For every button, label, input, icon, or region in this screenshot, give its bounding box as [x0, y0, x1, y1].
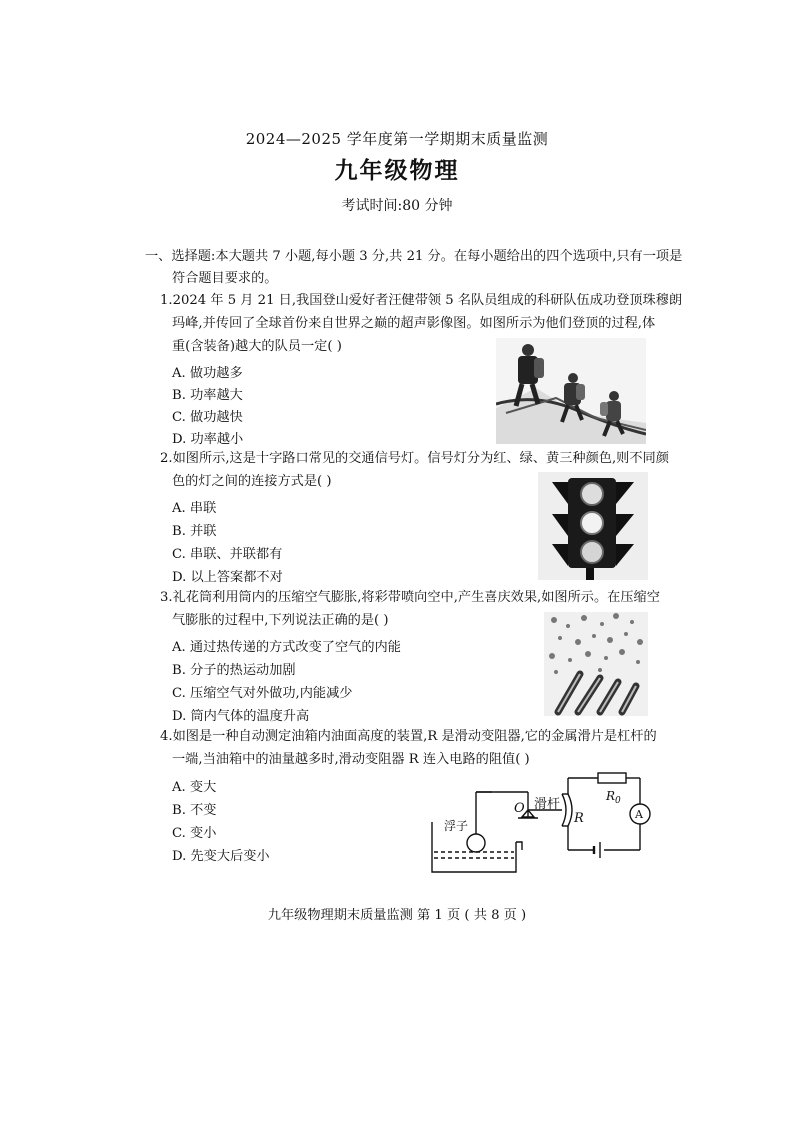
question-2-option-d: D. 以上答案都不对: [172, 570, 283, 585]
resistor-subscript: 0: [615, 796, 621, 806]
question-3-option-a: A. 通过热传递的方式改变了空气的内能: [172, 640, 401, 655]
oil-gauge-circuit-diagram: [428, 772, 658, 876]
question-1-line1: 1.2024 年 5 月 21 日,我国登山爱好者汪健带领 5 名队员组成的科研队伍成功登顶珠穆朗: [160, 293, 683, 308]
question-2-option-b: B. 并联: [172, 524, 217, 539]
lever-label: 滑杆: [534, 797, 561, 812]
question-4-option-a: A. 变大: [172, 780, 217, 795]
question-1-line2: 玛峰,并传回了全球首份来自世界之巅的超声影像图。如图所示为他们登顶的过程,体: [172, 316, 656, 331]
question-1-option-d: D. 功率越小: [172, 432, 244, 447]
question-2-option-a: A. 串联: [172, 501, 217, 516]
exam-title: 2024—2025 学年度第一学期期末质量监测: [245, 130, 549, 148]
question-2-line1: 2.如图所示,这是十字路口常见的交通信号灯。信号灯分为红、绿、黄三种颜色,则不同颜: [160, 451, 669, 466]
traffic-light-photo: [538, 472, 648, 580]
question-4-line1: 4.如图是一种自动测定油箱内油面高度的装置,R 是滑动变阻器,它的金属滑片是杠杆的: [160, 729, 657, 744]
question-3-option-c: C. 压缩空气对外做功,内能减少: [172, 686, 353, 701]
page-footer: 九年级物理期末质量监测 第 1 页 ( 共 8 页 ): [267, 908, 527, 923]
question-4-line2: 一端,当油箱中的油量越多时,滑动变阻器 R 连入电路的阻值( ): [172, 752, 530, 767]
question-3-line2: 气膨胀的过程中,下列说法正确的是( ): [172, 613, 389, 628]
climbers-photo: [496, 338, 646, 444]
subject-title: 九年级物理: [334, 157, 460, 184]
question-1-option-b: B. 功率越大: [172, 388, 243, 403]
exam-time: 考试时间:80 分钟: [341, 198, 453, 214]
ammeter-label: A: [635, 808, 643, 821]
question-4-option-c: C. 变小: [172, 826, 217, 841]
question-1-line3: 重(含装备)越大的队员一定( ): [172, 339, 342, 354]
question-1-option-c: C. 做功越快: [172, 410, 243, 425]
section-instructions-line1: 一、选择题:本大题共 7 小题,每小题 3 分,共 21 分。在每小题给出的四个选项中,只有一项是: [145, 249, 683, 264]
question-1-option-a: A. 做功越多: [172, 366, 243, 381]
section-instructions-line2: 符合题目要求的。: [172, 271, 278, 286]
question-3-line1: 3.礼花筒利用筒内的压缩空气膨胀,将彩带喷向空中,产生喜庆效果,如图所示。在压缩空: [160, 590, 660, 605]
confetti-cannon-photo: [544, 612, 648, 716]
question-3-option-d: D. 筒内气体的温度升高: [172, 709, 310, 724]
question-3-option-b: B. 分子的热运动加剧: [172, 663, 296, 678]
question-2-option-c: C. 串联、并联都有: [172, 547, 283, 562]
question-4-option-d: D. 先变大后变小: [172, 849, 270, 864]
rheostat-label: R: [574, 811, 584, 826]
pivot-label: O: [514, 801, 525, 816]
float-label: 浮子: [444, 819, 469, 833]
question-2-line2: 色的灯之间的连接方式是( ): [172, 474, 332, 489]
resistor-r0-label: [605, 789, 621, 806]
resistor-letter: R: [606, 789, 616, 803]
question-4-option-b: B. 不变: [172, 803, 217, 818]
